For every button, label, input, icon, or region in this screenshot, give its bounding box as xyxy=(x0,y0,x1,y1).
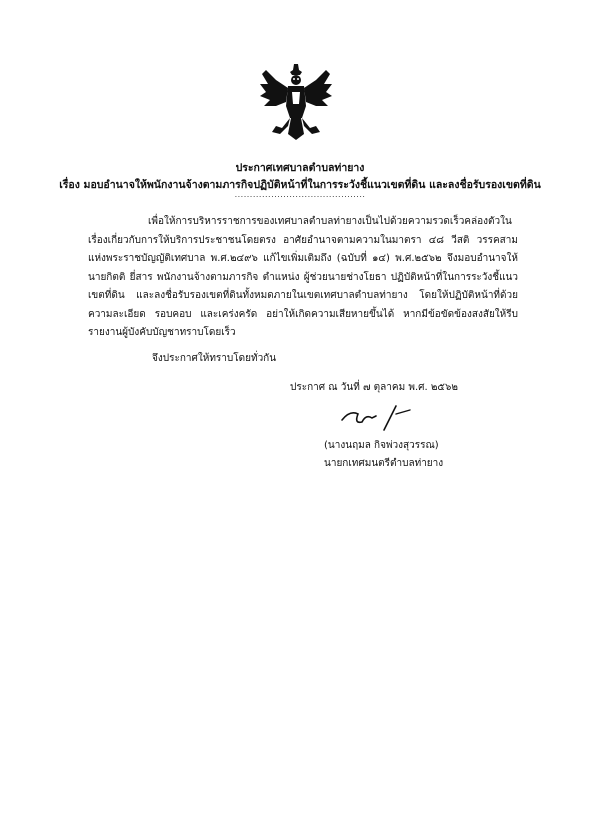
closing-line: จึงประกาศให้ทราบโดยทั่วกัน xyxy=(152,353,277,364)
announcement-heading: ประกาศเทศบาลตำบลท่ายาง xyxy=(235,162,365,174)
separator-line: ........................................... xyxy=(234,190,366,199)
date-line: ประกาศ ณ วันที่ ๗ ตุลาคม พ.ศ. ๒๕๖๒ xyxy=(290,382,458,393)
signer-title: นายกเทศมนตรีตำบลท่ายาง xyxy=(324,458,444,469)
garuda-emblem-icon xyxy=(258,62,334,142)
announcement-subject: เรื่อง มอบอำนาจให้พนักงานจ้างตามภารกิจปฏิบัติหน้าที่ในการระวังชี้แนวเขตที่ดิน และลงชื่อรับรองเขตที่ดิน xyxy=(59,179,541,191)
announcement-body: เพื่อให้การบริหารราชการของเทศบาลตำบลท่ายางเป็นไปด้วยความรวดเร็วคล่องตัวในเรื่องเกี่ยวกับการให้บริการประชาชนโดยตรง อาศัยอำนาจตามความในมาตรา ๔๘ วีสติ วรรคสามแห่งพระราชบัญญัติเทศบาล พ.ศ.๒๔๙๖ แก้ไขเพิ่มเติมถึง (ฉบับที่ ๑๔) พ.ศ.๒๕๖๒ จึงมอบอำนาจให้นายกิตติ ยี่สาร พนักงานจ้างตามภารกิจ ตำแหน่ง ผู้ช่วยนายช่างโยธา ปฏิบัติหน้าที่ในการระวังชี้แนวเขตที่ดิน และลงชื่อรับรองเขตที่ดินทั้งหมดภายในเขตเทศบาลตำบลท่ายาง โดยให้ปฏิบัติหน้าที่ด้วยความละเอียด รอบคอบ และเคร่งครัด อย่าให้เกิดความเสียหายขึ้นได้ หากมีข้อขัดข้องสงสัยให้รีบรายงานผู้บังคับบัญชาทราบโดยเร็ว xyxy=(88,216,518,338)
signer-name: (นางนฤมล กิจพ่วงสุวรรณ) xyxy=(324,440,439,451)
handwritten-signature xyxy=(336,400,416,434)
